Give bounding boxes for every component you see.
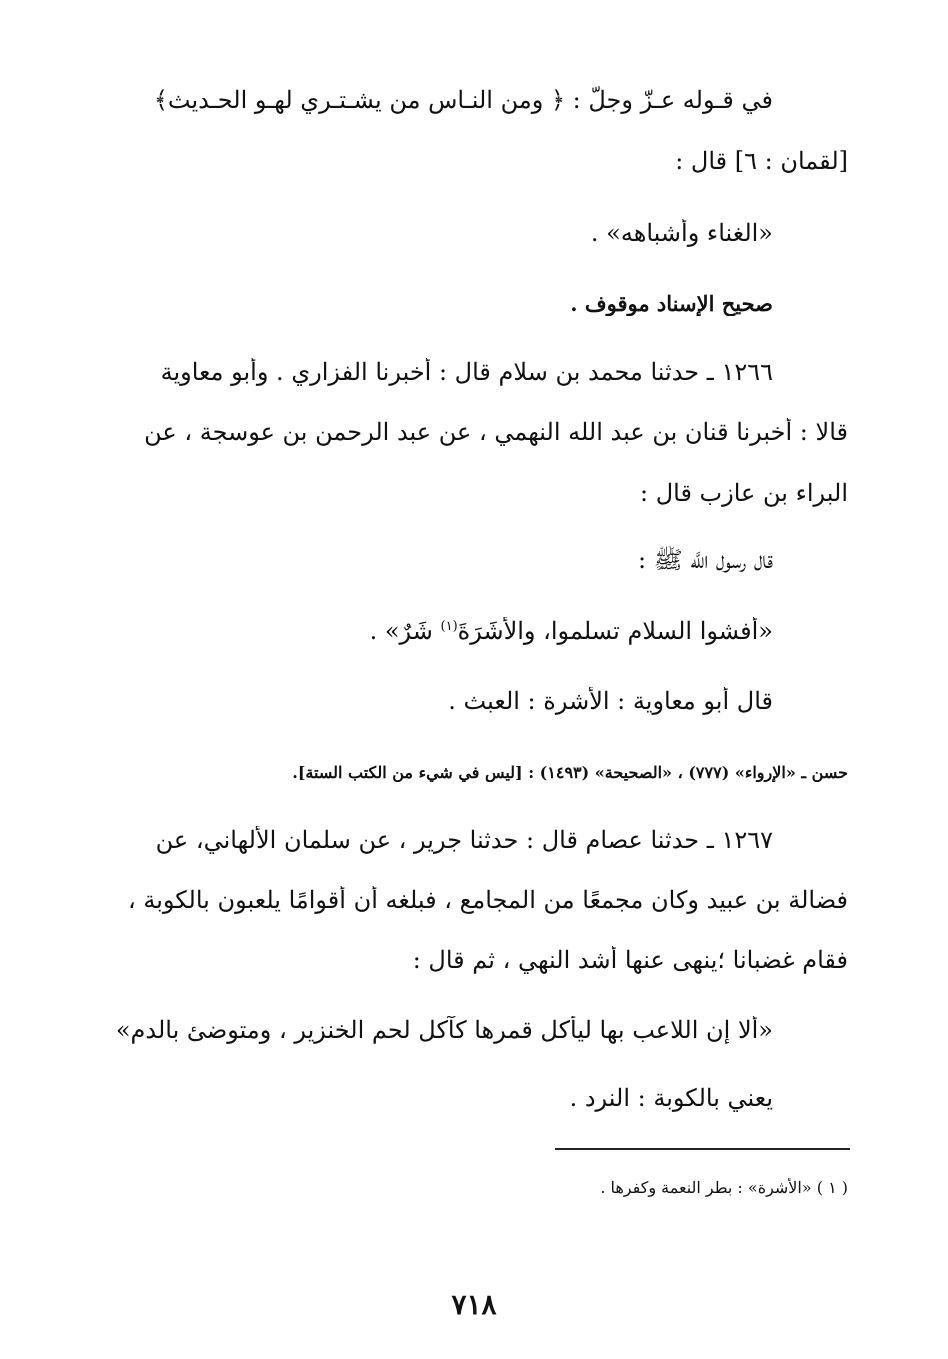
verse-reference-line: [لقمان : ٦] قال : <box>675 147 848 175</box>
footnote-marker: (١) <box>440 619 458 634</box>
hadith-1266-chain-line-2: قالا : أخبرنا قنان بن عبد الله النهمي ، عن عبد الرحمن بن عوسجة ، عن <box>144 418 848 446</box>
hadith-1266-text <box>173 617 773 646</box>
hadith-1267-explanation: يعني بالكوبة : النرد . <box>569 1084 773 1112</box>
hadith-1266-explanation: قال أبو معاوية : الأشرة : العبث . <box>448 687 773 715</box>
hadith-1267-chain-line-1: ١٢٦٧ ـ حدثنا عصام قال : حدثنا جرير ، عن سلمان الألهاني، عن <box>155 826 773 854</box>
narration-grade: صحيح الإسناد موقوف . <box>570 291 773 316</box>
page-number: ٧١٨ <box>451 1288 497 1321</box>
narration-quote: «الغناء وأشباهه» . <box>590 219 773 247</box>
hadith-1266-chain-line-3: البراء بن عازب قال : <box>639 479 848 507</box>
hadith-1266-chain-line-1: ١٢٦٦ ـ حدثنا محمد بن سلام قال : أخبرنا الفزاري . وأبو معاوية <box>160 358 773 386</box>
hadith-1267-chain-line-2: فضالة بن عبيد وكان مجمعًا من المجامع ، فبلغه أن أقوامًا يلعبون بالكوبة ، <box>127 886 848 914</box>
hadith-1266-text-before: «أفشوا السلام تسلموا، والأشَرَةَ <box>457 617 773 645</box>
hadith-1266-text-after: شَرٌ» . <box>369 617 441 645</box>
hadith-1267-text: «ألا إن اللاعب بها ليأكل قمرها كآكل لحم الخنزير ، ومتوضئ بالدم» <box>115 1016 773 1044</box>
hadith-1266-grade: حسن ـ «الإرواء» (٧٧٧) ، «الصحيحة» (١٤٩٣) : [ليس في شيء من الكتب الستة]. <box>292 763 848 782</box>
hadith-1266-prophet-said: قال رسول اللَّه ﷺ : <box>638 546 773 574</box>
footnote-divider <box>555 1148 850 1150</box>
hadith-1267-chain-line-3: فقام غضبانا ؛ينهى عنها أشد النهي ، ثم قال : <box>412 946 848 974</box>
footnote-text: ( ١ ) «الأشرة» : بطر النعمة وكفرها . <box>600 1178 848 1197</box>
verse-intro-line: في قـوله عـزّ وجلّ : ﴿ ومن النـاس من يشـتـري لهـو الحـديث﴾ <box>153 86 773 114</box>
